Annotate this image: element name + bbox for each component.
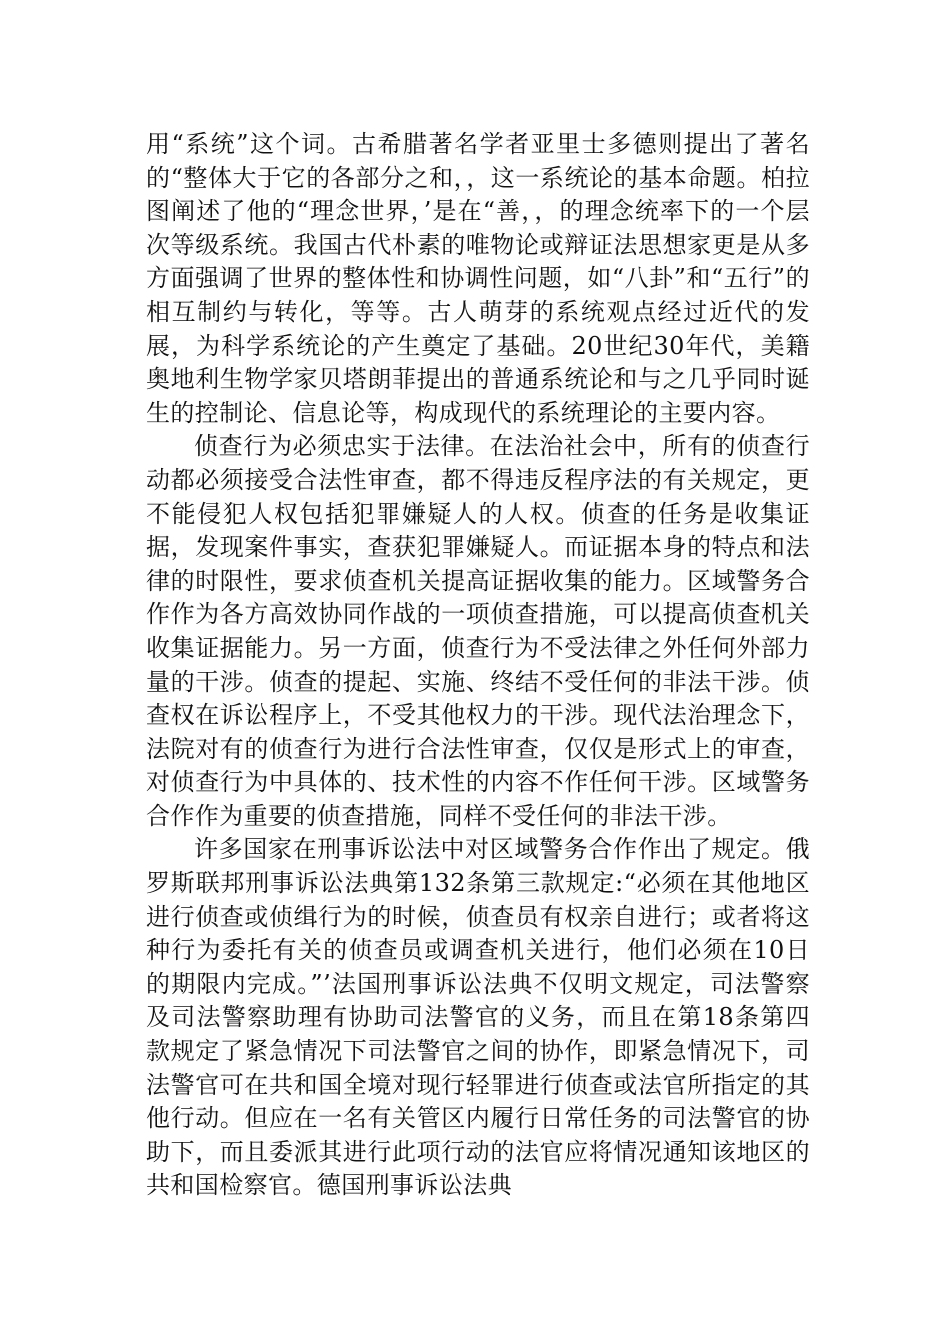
document-body bbox=[146, 128, 810, 1203]
paragraph-1: 用“系统”这个词。古希腊著名学者亚里士多德则提出了著名的“整体大于它的各部分之和，，这一系统论的基本命题。柏拉图阐述了他的“理念世界，’是在“善，，的理念统率下的一个层次等级系统。我国古代朴素的唯物论或辩证法思想家更是从多方面强调了世界的整体性和协调性问题，如“八卦”和“五行”的相互制约与转化，等等。古人萌芽的系统观点经过近代的发展，为科学系统论的产生奠定了基础。20世纪30年代，美籍奥地利生物学家贝塔朗菲提出的普通系统论和与之几乎同时诞生的控制论、信息论等，构成现代的系统理论的主要内容。 bbox=[146, 130, 810, 427]
paragraph-2: 侦查行为必须忠实于法律。在法治社会中，所有的侦查行动都必须接受合法性审查，都不得违反程序法的有关规定，更不能侵犯人权包括犯罪嫌疑人的人权。侦查的任务是收集证据，发现案件事实，查获犯罪嫌疑人。而证据本身的特点和法律的时限性，要求侦查机关提高证据收集的能力。区域警务合作作为各方高效协同作战的一项侦查措施，可以提高侦查机关收集证据能力。另一方面，侦查行为不受法律之外任何外部力量的干涉。侦查的提起、实施、终结不受任何的非法干涉。侦查权在诉讼程序上，不受其他权力的干涉。现代法治理念下，法院对有的侦查行为进行合法性审查，仅仅是形式上的审查，对侦查行为中具体的、技术性的内容不作任何干涉。区域警务合作作为重要的侦查措施，同样不受任何的非法干涉。 bbox=[146, 432, 810, 830]
paragraph-3: 许多国家在刑事诉讼法中对区域警务合作作出了规定。俄罗斯联邦刑事诉讼法典第132条第三款规定:“必须在其他地区进行侦查或侦缉行为的时候，侦查员有权亲自进行；或者将这种行为委托有关的侦查员或调查机关进行，他们必须在10日的期限内完成。”’法国刑事诉讼法典不仅明文规定，司法警察及司法警察助理有协助司法警官的义务，而且在第18条第四款规定了紧急情况下司法警官之间的协作，即紧急情况下，司法警官可在共和国全境对现行轻罪进行侦查或法官所指定的其他行动。但应在一名有关管区内履行日常任务的司法警官的协助下，而且委派其进行此项行动的法官应将情况通知该地区的共和国检察官。德国刑事诉讼法典 bbox=[146, 835, 810, 1200]
